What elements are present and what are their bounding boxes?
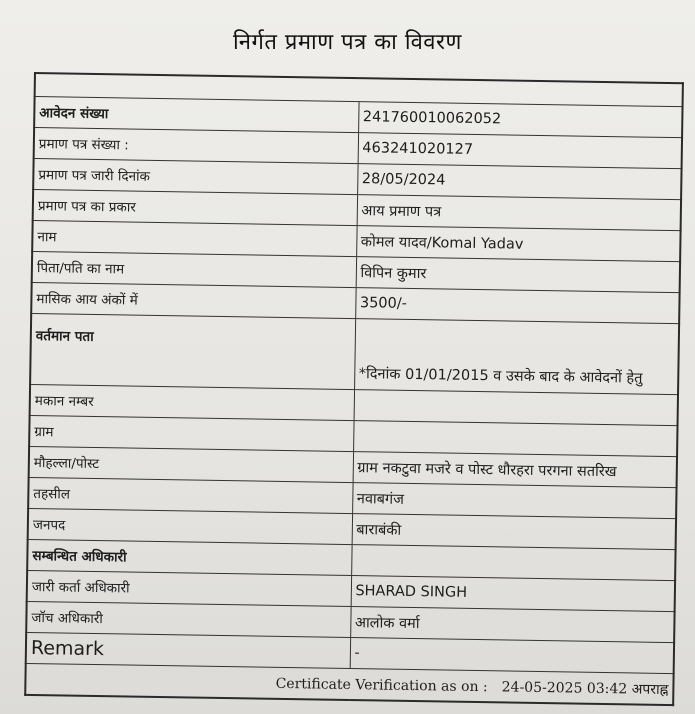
certificate-type-label: प्रमाण पत्र का प्रकार xyxy=(33,190,357,226)
application-number-label: आवेदन संख्या xyxy=(34,97,358,133)
father-name-value: विपिन कुमार xyxy=(356,257,680,293)
village-value xyxy=(353,421,677,457)
issue-date-label: प्रमाण पत्र जारी दिनांक xyxy=(33,159,357,195)
tehsil-value: नवाबगंज xyxy=(352,483,676,519)
application-number-value: 241760010062052 xyxy=(358,102,682,138)
verification-datetime: 24-05-2025 03:42 अपराह्न xyxy=(501,678,669,698)
verification-label: Certificate Verification as on : xyxy=(275,675,488,695)
locality-post-label: मौहल्ला/पोस्ट xyxy=(29,446,353,482)
issue-date-value: 28/05/2024 xyxy=(357,164,681,200)
verifying-officer-label: जॉच अधिकारी xyxy=(26,601,350,637)
remark-label: Remark xyxy=(26,632,350,668)
verifying-officer-value: आलोक वर्मा xyxy=(350,607,674,643)
monthly-income-value: 3500/- xyxy=(355,288,679,324)
remark-value: - xyxy=(350,638,674,674)
district-value: बाराबंकी xyxy=(352,514,676,550)
house-number-value xyxy=(354,390,678,426)
certificate-number-value: 463241020127 xyxy=(358,133,682,169)
row-current-address-heading xyxy=(30,313,679,394)
name-label: नाम xyxy=(32,220,356,256)
tehsil-label: तहसील xyxy=(28,477,352,513)
house-number-label: मकान नम्बर xyxy=(30,384,354,420)
district-label: जनपद xyxy=(28,508,352,544)
certificate-type-value: आय प्रमाण पत्र xyxy=(357,195,681,231)
address-date-note: *दिनांक 01/01/2015 व उसके बाद के आवेदनों हेतु xyxy=(354,319,679,395)
page-title: निर्गत प्रमाण पत्र का विवरण xyxy=(233,30,462,55)
certificate-details-table xyxy=(24,72,684,706)
village-label: ग्राम xyxy=(29,415,353,451)
monthly-income-label: मासिक आय अंकों में xyxy=(31,282,355,318)
locality-post-value: ग्राम नकटुवा मजरे व पोस्ट धौरहरा परगना सतरिख xyxy=(353,452,677,488)
father-name-label: पिता/पति का नाम xyxy=(32,251,356,287)
name-value: कोमल यादव/Komal Yadav xyxy=(356,226,680,262)
issuing-officer-label: जारी कर्ता अधिकारी xyxy=(27,570,351,606)
certificate-number-label: प्रमाण पत्र संख्या : xyxy=(34,128,358,164)
current-address-heading: वर्तमान पता xyxy=(30,313,355,389)
issuing-officer-value: SHARAD SINGH xyxy=(351,576,675,612)
certificate-details-sheet xyxy=(24,72,684,706)
related-officers-heading: सम्बन्धित अधिकारी xyxy=(27,539,351,575)
